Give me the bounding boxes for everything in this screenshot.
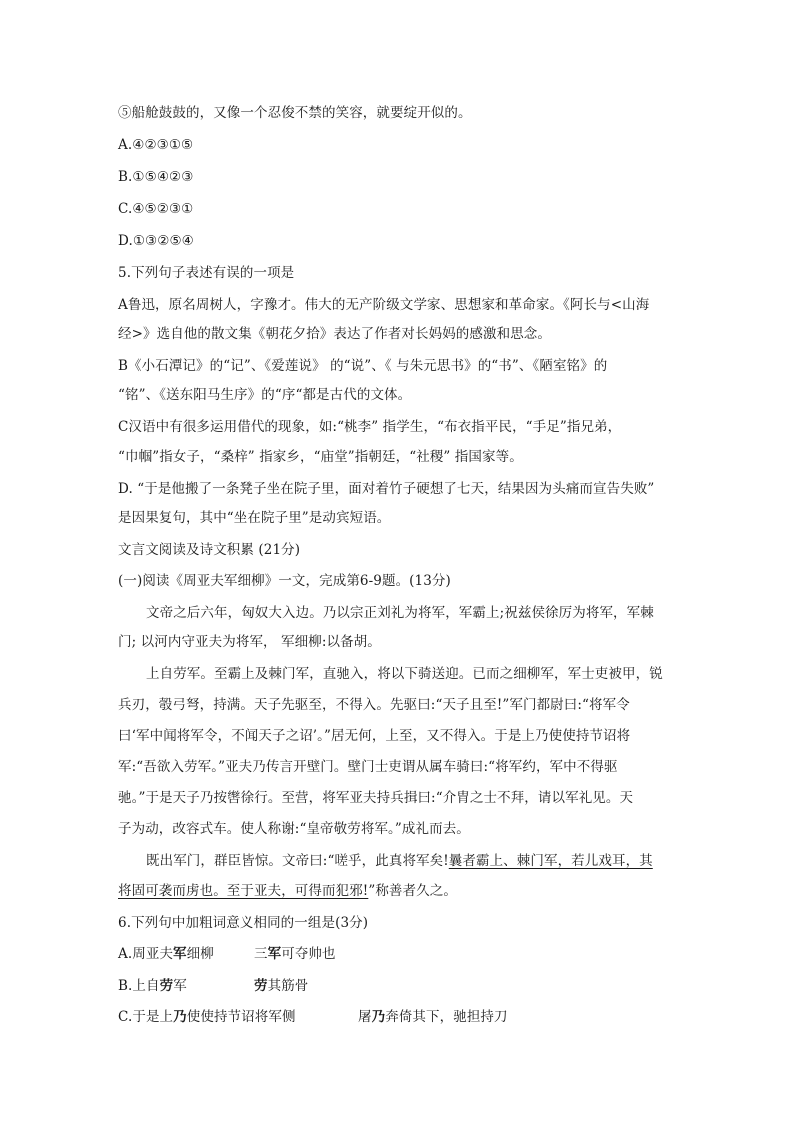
q6-b-bold: 劳 <box>159 978 174 994</box>
q6-c-pre: C.于是上 <box>118 1009 174 1025</box>
q5-option-a-line1: A鲁迅，原名周树人，字豫才。伟大的无产阶级文学家、思想家和革命家。《阿长与<山海 <box>118 297 650 313</box>
q6-option-a-right <box>254 945 336 963</box>
q6-a-bold: 军 <box>173 946 187 962</box>
passage-p2-line1: 上自劳军。至霸上及棘门军，直驰入，将以下骑送迎。已而之细柳军，军士吏被甲，锐 <box>146 666 663 682</box>
q5-option-b-line1: B《小石潭记》的“记”、《爱莲说》 的“说”、《 与朱元思书》的“书”、《陋室铭》的 <box>118 358 608 374</box>
q6-c2-bold: 乃 <box>371 1009 386 1025</box>
q4-option-c: C.④⑤②③① <box>118 201 194 217</box>
q4-option-d: D.①③②⑤④ <box>118 233 194 249</box>
q6-c-bold: 乃 <box>173 1009 187 1025</box>
passage-p3-line1 <box>146 852 653 870</box>
q6-option-b-right <box>254 977 308 995</box>
q6-a-pre: A.周亚夫 <box>118 946 174 962</box>
passage-p1-line1: 文帝之后六年，匈奴大入边。乃以宗正刘礼为将军，军霸上;祝兹侯徐厉为将军，军棘 <box>146 605 654 621</box>
q6-option-a <box>118 945 214 963</box>
passage-p3-plain: 既出军门，群臣皆惊。文帝曰:“嗟乎，此真将军矣! <box>146 853 449 869</box>
q4-item-5: ⑤船舱鼓鼓的，又像一个忍俊不禁的笑容，就要绽开似的。 <box>118 105 472 121</box>
q6-option-b <box>118 977 187 995</box>
q5-stem: 5.下列句子表述有误的一项是 <box>118 265 295 281</box>
passage-p2-line5: 驰。”于是天子乃按辔徐行。至营，将军亚夫持兵揖曰:“介胄之士不拜，请以军礼见。天 <box>118 790 634 806</box>
section-subtitle: (一)阅读《周亚夫军细柳》一文，完成第6-9题。(13分) <box>118 573 451 589</box>
q6-c2-post: 奔倚其下，驰担持刀 <box>385 1009 508 1025</box>
passage-p3-underlined: 曩者霸上、棘门军，若儿戏耳，其 <box>448 853 653 869</box>
q4-option-b: B.①⑤④②③ <box>118 169 194 185</box>
q6-option-c <box>118 1008 296 1026</box>
q5-option-c-line2: “巾帼”指女子，“桑梓” 指家乡，“庙堂”指朝廷，“社稷” 指国家等。 <box>118 449 523 465</box>
q6-b-post: 军 <box>173 978 187 994</box>
q6-option-c-right <box>358 1008 508 1026</box>
passage-p2-line6: 子为动，改容式车。使人称谢:“皇帝敬劳将军。”成礼而去。 <box>118 821 470 837</box>
q6-a2-pre: 三 <box>254 946 268 962</box>
q5-option-d-line1: D. “于是他搬了一条凳子坐在院子里，面对着竹子硬想了七天，结果因为头痛而宣告失败” <box>118 481 655 497</box>
q6-a-post: 细柳 <box>186 946 214 962</box>
q5-option-b-line2: “铭”、《送东阳马生序》的“序“都是古代的文体。 <box>118 387 412 403</box>
passage-p2-line4: 军:“吾欲入劳军。”亚夫乃传言开壁门。壁门士吏谓从属车骑曰:“将军约，军中不得驱 <box>118 759 618 775</box>
q6-stem: 6.下列句中加粗词意义相同的一组是(3分) <box>118 915 369 931</box>
q6-b2-bold: 劳 <box>254 978 268 994</box>
q6-a-left <box>118 946 214 962</box>
q5-option-a-line2: 经>》选自他的散文集《朝花夕拾》表达了作者对长妈妈的感激和思念。 <box>118 326 552 342</box>
q5-option-d-line2: 是因果复句，其中“坐在院子里”是动宾短语。 <box>118 510 391 526</box>
passage-p3-line2 <box>118 882 457 900</box>
q6-b2-post: 其筋骨 <box>267 978 309 994</box>
passage-p3-plain-2: ”称善者久之。 <box>368 883 457 899</box>
q6-a2-post: 可夺帅也 <box>281 946 336 962</box>
q4-option-a: A.④②③①⑤ <box>118 137 194 153</box>
q5-option-c-line1: C汉语中有很多运用借代的现象，如:“桃李” 指学生，“布衣指平民，“手足”指兄弟， <box>118 419 622 435</box>
passage-p2-line2: 兵刃，彀弓弩，持满。天子先驱至，不得入。先驱曰:“天子且至!”军门都尉曰:“将军令 <box>118 697 630 713</box>
passage-p2-line3: 曰‘军中闻将军令，不闻天子之诏’。”居无何，上至，又不得入。于是上乃使使持节诏将 <box>118 728 631 744</box>
passage-p1-line2: 门; 以河内守亚夫为将军， 军细柳:以备胡。 <box>118 634 381 650</box>
q6-b-pre: B.上自 <box>118 978 160 994</box>
q6-c2-pre: 屠 <box>358 1009 372 1025</box>
passage-p3-underlined-2: 将固可袭而虏也。至于亚夫，可得而犯邪! <box>118 883 369 899</box>
section-title: 文言文阅读及诗文积累 (21分) <box>118 542 301 558</box>
q6-a2-bold: 军 <box>267 946 282 962</box>
q6-c-post: 使使持节诏将军侧 <box>186 1009 296 1025</box>
